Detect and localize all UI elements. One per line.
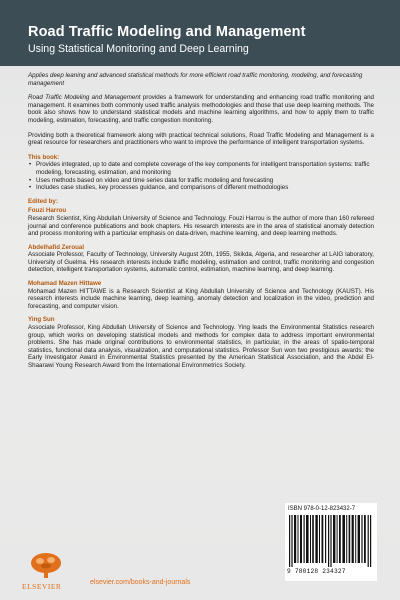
intro-paragraph (28, 94, 374, 124)
editor-bio: Mohamad Mazen HITTAWE is a Research Scientist at King Abdullah University of Science and Technology (KAUST). His research interests include machine learning, deep learning, anomaly detection and localization in the video, prediction and forecasting, and computer vision. (28, 287, 374, 310)
feature-item: • Uses methods based on video and time series data for traffic modeling and forecasting (28, 177, 374, 185)
isbn-label: ISBN 978-0-12-823432-7 (288, 506, 356, 512)
edited-by-label: Edited by: (28, 197, 58, 205)
title-banner (0, 0, 400, 66)
book-subtitle: Using Statistical Monitoring and Deep Learning (28, 43, 249, 55)
feature-item: • Includes case studies, key processes guidance, and comparisons of different methodologies (28, 184, 374, 192)
editor-name: Abdelhafid Zeroual (28, 243, 85, 251)
editor-name: Mohamad Mazen Hittawe (28, 280, 102, 288)
editor-name: Fouzi Harrou (28, 207, 67, 215)
editor-bio: Associate Professor, King Abdullah University of Science and Technology. Ying leads the Environmental Statistics research group, which works on developing statistical models and methods for complex data to address important environmental problems. She has made original contributions to environmental statistics, in particular, in the areas of spatio-temporal statistics, functional data analysis, visualization, and computational statistics. Professor Sun won two prestigious awards: the Early Investigator Award in Environmental Statistics presented by the American Statistical Association, and the Abdel El-Shaarawi Young Research Award from the International Environmetrics Society. (28, 324, 374, 369)
second-paragraph: Providing both a theoretical framework along with practical technical solutions, Road Traffic Modeling and Management is a great resource for researchers and practitioners who want to improve the performance of intelligent transportation systems. (28, 131, 374, 147)
lead-statement: Applies deep leaning and advanced statistical methods for more efficient road traffic monitoring, modeling, and forecasting management (28, 72, 363, 87)
elsevier-tree-logo (28, 552, 64, 585)
feature-list (28, 161, 374, 191)
this-book-heading: This book: (28, 153, 60, 161)
barcode-number: 9 780128 234327 (287, 568, 346, 575)
feature-item: • Provides integrated, up to date and complete coverage of the key components for intelligent transportation systems: traffic modeling, forecasting, estimation, and monitoring (28, 161, 374, 176)
publisher-name: ELSEVIER (22, 582, 62, 591)
blurb (28, 72, 374, 376)
book-title: Road Traffic Modeling and Management (28, 24, 306, 40)
intro-book-title: Road Traffic Modeling and Management (28, 94, 141, 102)
barcode-icon (289, 515, 373, 567)
barcode-panel (285, 503, 377, 581)
intro-text: provides a framework for understanding and enhancing road traffic monitoring and management. It examines both commonly used traffic analysis methodologies and those that use deep learning methods. The book also shows how to understand statistical models and machine learning algorithms, and how to apply them to traffic modeling, estimation, forecasting, and traffic congestion monitoring. (28, 94, 374, 124)
editor-name: Ying Sun (28, 316, 55, 324)
editor-bio: Associate Professor, Faculty of Technology, University August 20th, 1955, Skikda, Algeria, and researcher at LAIG laboratory, University of Guelma. His research interests include traffic modeling, estimation and control, traffic monitoring and congestion detection, intelligent transportation systems, automatic control, estimation, machine learning, and deep learning. (28, 251, 374, 274)
editor-bio: Research Scientist, King Abdullah University of Science and Technology. Fouzi Harrou is the author of more than 160 refereed journal and conference publications and book chapters. His research interests are in the area of statistical anomaly detection and process monitoring with a particular emphasis on data-driven, machine learning, and deep learning methods. (28, 214, 374, 238)
publisher-url[interactable]: elsevier.com/books-and-journals (90, 579, 191, 586)
